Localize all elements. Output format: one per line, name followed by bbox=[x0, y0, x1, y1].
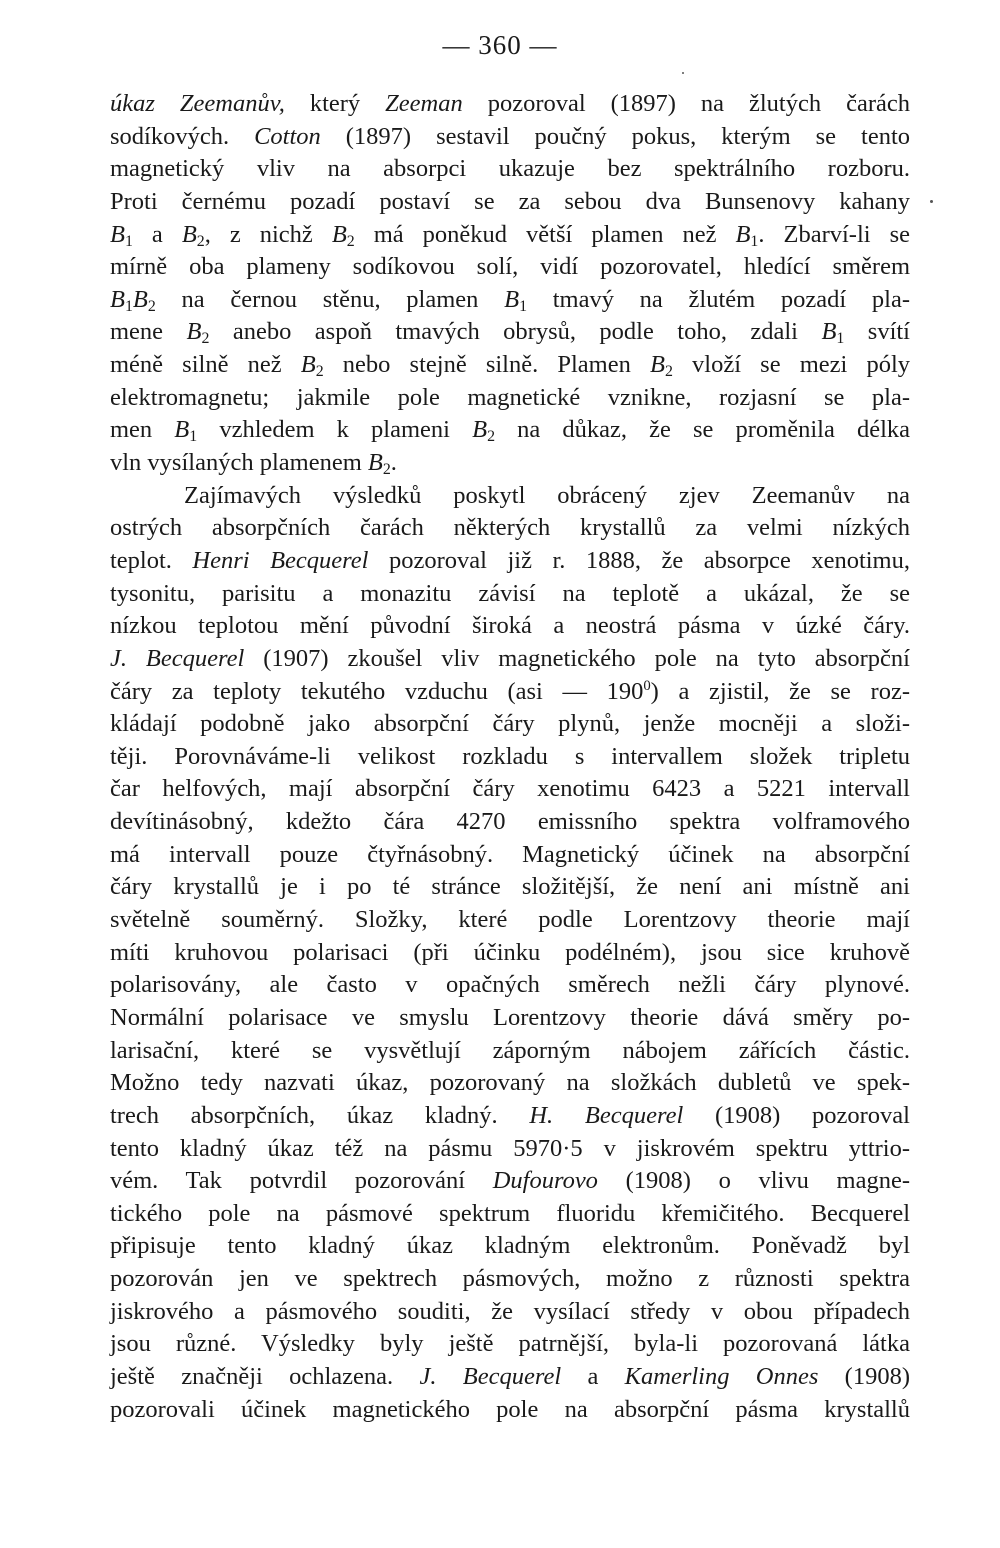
text-line bbox=[110, 1165, 910, 1198]
text-run: nebo stejně silně. Plamen bbox=[323, 351, 650, 379]
superscript: 0 bbox=[643, 677, 651, 694]
text-run: mene bbox=[110, 318, 187, 346]
subscript: 2 bbox=[201, 330, 210, 348]
text-line bbox=[110, 1328, 910, 1361]
text-line bbox=[110, 480, 910, 513]
text-run: mírně oba plameny sodíkovou solí, vidí pozorovatel, hledící směrem bbox=[110, 253, 910, 281]
text-run: tického pole na pásmové spektrum fluoridu křemičitého. Becquerel bbox=[110, 1199, 910, 1227]
text-line bbox=[110, 741, 910, 774]
italic-name: B bbox=[110, 220, 125, 248]
text-run: teplot. bbox=[110, 546, 193, 574]
text-line bbox=[110, 578, 910, 611]
italic-name: J. Becquerel bbox=[110, 644, 245, 672]
text-run: . bbox=[390, 449, 397, 477]
subscript: 1 bbox=[189, 428, 198, 446]
text-run: který bbox=[284, 90, 386, 117]
text-line bbox=[110, 121, 910, 154]
text-line bbox=[110, 1198, 910, 1231]
italic-name: Dufourovo bbox=[492, 1167, 598, 1195]
text-line bbox=[110, 1133, 910, 1166]
text-line bbox=[110, 1230, 910, 1263]
text-run: larisační, které se vysvětlují záporným nábojem zářících částic. bbox=[110, 1036, 910, 1064]
text-run: nízkou teplotou mění původní široká a neostrá pásma v úzké čáry. bbox=[110, 612, 910, 640]
subscript: 1 bbox=[750, 232, 759, 250]
text-run: a bbox=[132, 220, 182, 248]
text-line bbox=[110, 610, 910, 643]
text-run: trech absorpčních, úkaz kladný. bbox=[110, 1101, 530, 1129]
text-run: čar helfových, mají absorpční čáry xenotimu 6423 a 5221 intervall bbox=[110, 775, 910, 803]
text-run: , z nichž bbox=[204, 220, 332, 248]
text-run: devítinásobný, kdežto čára 4270 emissního spektra volframového bbox=[110, 808, 910, 836]
text-line bbox=[110, 1263, 910, 1296]
text-line bbox=[110, 1002, 910, 1035]
italic-name: B bbox=[821, 318, 837, 346]
text-run: pozoroval (1897) na žlutých čarách bbox=[462, 90, 910, 117]
text-line bbox=[110, 447, 910, 480]
text-line bbox=[110, 316, 910, 349]
text-run: má intervall pouze čtyřnásobný. Magnetický účinek na absorpční bbox=[110, 840, 910, 868]
text-run: tysonitu, parisitu a monazitu závisí na teplotě a ukázal, že se bbox=[110, 579, 910, 607]
text-run: (1908) pozoroval bbox=[683, 1101, 910, 1129]
text-line bbox=[110, 186, 910, 219]
text-line bbox=[110, 284, 910, 317]
text-line bbox=[110, 382, 910, 415]
text-run: ještě značněji ochlazena. bbox=[110, 1362, 420, 1390]
text-run: pozorovali účinek magnetického pole na absorpční pásma krystallů bbox=[110, 1395, 910, 1423]
subscript: 2 bbox=[315, 363, 324, 381]
text-run: svítí bbox=[844, 318, 910, 346]
italic-name: B bbox=[181, 220, 197, 248]
scan-speck bbox=[930, 200, 933, 203]
subscript: 2 bbox=[147, 297, 156, 315]
text-run: (1908) o vlivu magne- bbox=[597, 1167, 910, 1195]
text-line bbox=[110, 708, 910, 741]
italic-name: Kamerling Onnes bbox=[624, 1362, 819, 1390]
text-line bbox=[110, 1067, 910, 1100]
text-run: má poněkud větší plamen než bbox=[354, 220, 736, 248]
text-line bbox=[110, 1296, 910, 1329]
text-run: čáry krystallů je i po té stránce složitější, že není ani místně ani bbox=[110, 873, 910, 901]
text-line bbox=[110, 1394, 910, 1427]
subscript: 2 bbox=[664, 363, 673, 381]
text-run: magnetický vliv na absorpci ukazuje bez spektrálního rozboru. bbox=[110, 155, 910, 183]
italic-name: B bbox=[186, 318, 202, 346]
text-line bbox=[110, 969, 910, 1002]
text-line bbox=[110, 1361, 910, 1394]
text-run: (1897) sestavil poučný pokus, kterým se tento bbox=[320, 122, 911, 150]
italic-name: B bbox=[331, 220, 347, 248]
text-run: (1908) bbox=[818, 1362, 910, 1390]
text-line bbox=[110, 251, 910, 284]
text-run: Možno tedy nazvati úkaz, pozorovaný na složkách dubletů ve spek- bbox=[110, 1069, 910, 1097]
text-line bbox=[110, 871, 910, 904]
text-run: světelně souměrný. Složky, které podle Lorentzovy theorie mají bbox=[110, 906, 910, 934]
text-line bbox=[110, 1100, 910, 1133]
italic-name: Henri Becquerel bbox=[192, 546, 369, 574]
subscript: 1 bbox=[519, 297, 528, 315]
italic-name: úkaz Zeemanův, bbox=[110, 90, 285, 117]
italic-name: B bbox=[649, 351, 665, 379]
text-run: méně silně než bbox=[110, 351, 301, 379]
italic-name: B bbox=[174, 416, 190, 444]
italic-name: B bbox=[367, 449, 383, 477]
text-run: jsou různé. Výsledky byly ještě patrnější, byla-li pozorovaná látka bbox=[110, 1330, 910, 1358]
text-run: na důkaz, že se proměnila délka bbox=[495, 416, 910, 444]
text-run: ostrých absorpčních čarách některých krystallů za velmi nízkých bbox=[110, 514, 910, 542]
italic-name: Cotton bbox=[254, 122, 321, 150]
text-line bbox=[110, 153, 910, 186]
subscript: 2 bbox=[382, 461, 391, 479]
italic-name: B bbox=[110, 285, 125, 313]
text-run: pozoroval již r. 1888, že absorpce xenotimu, bbox=[368, 546, 910, 574]
subscript: 2 bbox=[346, 232, 355, 250]
text-line bbox=[110, 349, 910, 382]
text-line bbox=[110, 545, 910, 578]
text-run: ) a zjistil, že se roz- bbox=[650, 677, 911, 705]
subscript: 1 bbox=[124, 297, 133, 315]
text-run: . Zbarví-li se bbox=[758, 220, 910, 248]
text-run: polarisovány, ale často v opačných směrech nežli čáry plynové. bbox=[110, 971, 910, 999]
text-line bbox=[110, 806, 910, 839]
text-run: na černou stěnu, plamen bbox=[155, 285, 505, 313]
italic-name: H. Becquerel bbox=[529, 1101, 684, 1129]
text-run: vém. Tak potvrdil pozorování bbox=[110, 1167, 493, 1195]
text-line bbox=[110, 676, 910, 709]
subscript: 2 bbox=[196, 232, 205, 250]
text-run: připisuje tento kladný úkaz kladným elektronům. Poněvadž byl bbox=[110, 1232, 910, 1260]
italic-name: J. Becquerel bbox=[419, 1362, 562, 1390]
italic-name: B bbox=[735, 220, 751, 248]
text-line bbox=[110, 937, 910, 970]
text-run: anebo aspoň tmavých obrysů, podle toho, zdali bbox=[209, 318, 822, 346]
subscript: 2 bbox=[487, 428, 496, 446]
text-run: Zajímavých výsledků poskytl obrácený zjev Zeemanův na bbox=[184, 481, 910, 509]
text-run: men bbox=[110, 416, 175, 444]
text-line bbox=[110, 512, 910, 545]
text-run: tmavý na žlutém pozadí pla- bbox=[527, 285, 910, 313]
text-line bbox=[110, 1035, 910, 1068]
text-line bbox=[110, 839, 910, 872]
text-run: Proti černému pozadí postaví se za sebou dva Bunsenovy kahany bbox=[110, 187, 910, 215]
text-run: (1907) zkoušel vliv magnetického pole na tyto absorpční bbox=[244, 644, 910, 672]
text-run: elektromagnetu; jakmile pole magnetické vznikne, rozjasní se pla- bbox=[110, 383, 910, 411]
text-run: čáry za teploty tekutého vzduchu (asi — 190 bbox=[110, 677, 644, 705]
text-run: tento kladný úkaz též na pásmu 5970·5 v jiskrovém spektru yttrio- bbox=[110, 1134, 910, 1162]
text-run: vln vysílaných plamenem bbox=[110, 449, 368, 477]
italic-name: Zeeman bbox=[385, 90, 463, 117]
text-run: a bbox=[561, 1362, 625, 1390]
text-run: sodíkových. bbox=[110, 122, 255, 150]
subscript: 1 bbox=[124, 232, 133, 250]
text-run: vloží se mezi póly bbox=[672, 351, 910, 379]
text-run: jiskrového a pásmového souditi, že vysílací středy v obou případech bbox=[110, 1297, 910, 1325]
text-line bbox=[110, 773, 910, 806]
text-run: míti kruhovou polarisaci (při účinku podélném), jsou sice kruhově bbox=[110, 938, 910, 966]
text-run: Normální polarisace ve smyslu Lorentzovy theorie dává směry po- bbox=[110, 1003, 910, 1031]
scan-speck bbox=[682, 72, 684, 74]
subscript: 1 bbox=[836, 330, 845, 348]
text-run: pozorován jen ve spektrech pásmových, možno z různosti spektra bbox=[110, 1265, 910, 1293]
text-line bbox=[110, 219, 910, 252]
body-text bbox=[110, 88, 910, 1426]
text-line bbox=[110, 643, 910, 676]
italic-name: B bbox=[132, 285, 148, 313]
text-line bbox=[110, 904, 910, 937]
text-run: těji. Porovnáváme-li velikost rozkladu s intervallem složek tripletu bbox=[110, 742, 910, 770]
italic-name: B bbox=[300, 351, 316, 379]
text-run: vzhledem k plameni bbox=[197, 416, 473, 444]
page-number: — 360 — bbox=[442, 30, 558, 60]
italic-name: B bbox=[504, 285, 520, 313]
italic-name: B bbox=[472, 416, 488, 444]
text-line bbox=[110, 414, 910, 447]
text-run: kládají podobně jako absorpční čáry plynů, jenže mocněji a složi- bbox=[110, 710, 910, 738]
text-line bbox=[110, 88, 910, 121]
